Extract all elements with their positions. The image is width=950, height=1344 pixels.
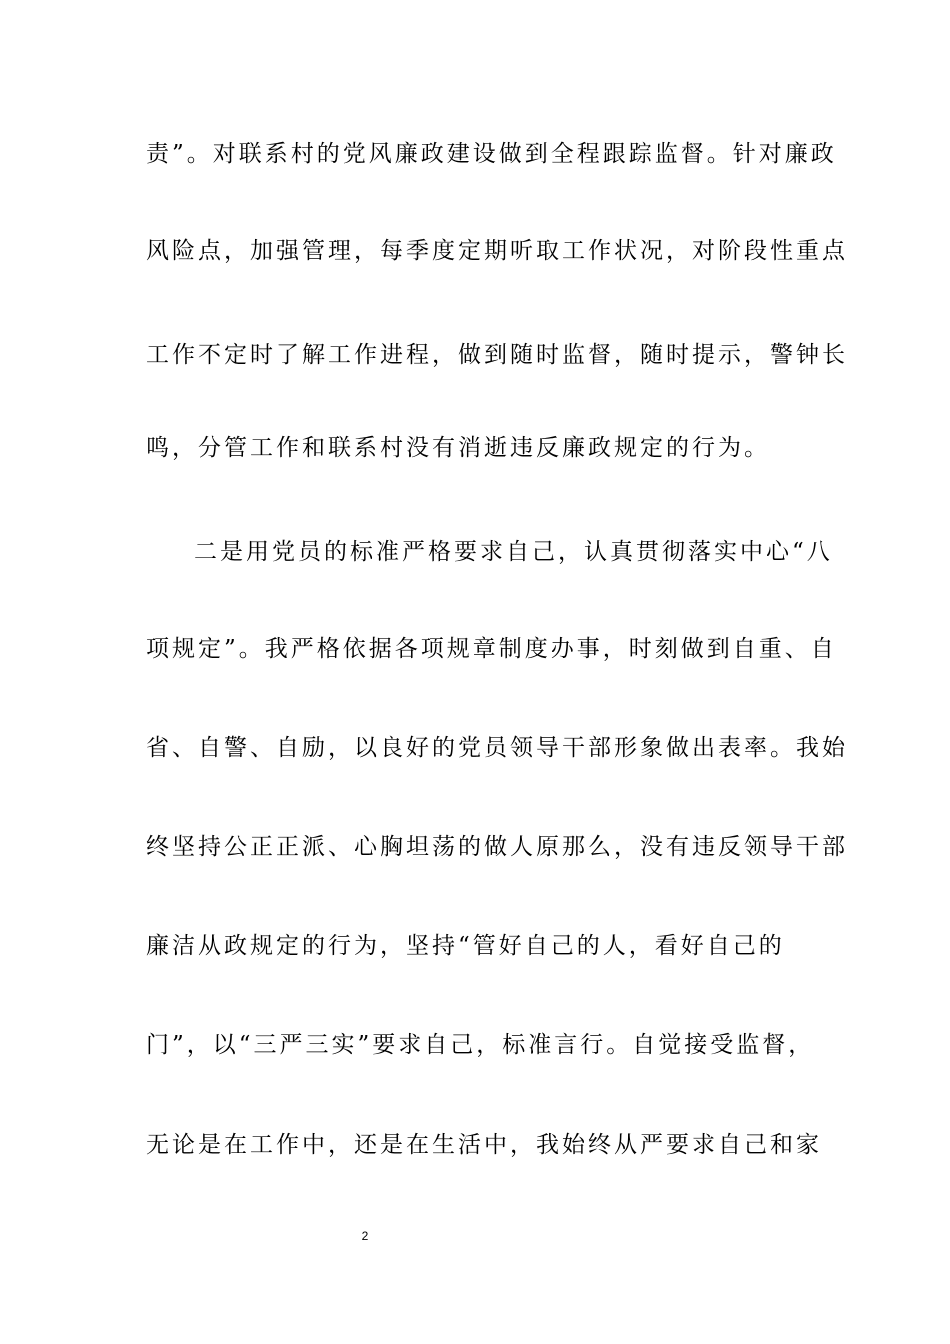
text-line: 风险点，加强管理，每季度定期听取工作状况，对阶段性重点 [146, 238, 848, 264]
text-line: 廉洁从政规定的行为，坚持“管好自己的人，看好自己的 [146, 933, 785, 959]
text-line: 门”，以“三严三实”要求自己，标准言行。自觉接受监督， [146, 1032, 815, 1058]
text-line: 项规定”。我严格依据各项规章制度办事，时刻做到自重、自 [146, 636, 837, 662]
text-line: 无论是在工作中，还是在生活中，我始终从严要求自己和家 [146, 1132, 822, 1158]
text-line: 工作不定时了解工作进程，做到随时监督，随时提示，警钟长 [146, 342, 848, 368]
paragraph-start-line: 二是用党员的标准严格要求自己，认真贯彻落实中心“八 [194, 539, 833, 565]
page-number: 2 [361, 1229, 369, 1243]
text-line: 鸣，分管工作和联系村没有消逝违反廉政规定的行为。 [146, 435, 770, 461]
text-line: 终坚持公正正派、心胸坦荡的做人原那么，没有违反领导干部 [146, 834, 848, 860]
text-line: 省、自警、自励，以良好的党员领导干部形象做出表率。我始 [146, 735, 848, 761]
text-line: 责”。对联系村的党风廉政建设做到全程跟踪监督。针对廉政 [146, 141, 837, 167]
